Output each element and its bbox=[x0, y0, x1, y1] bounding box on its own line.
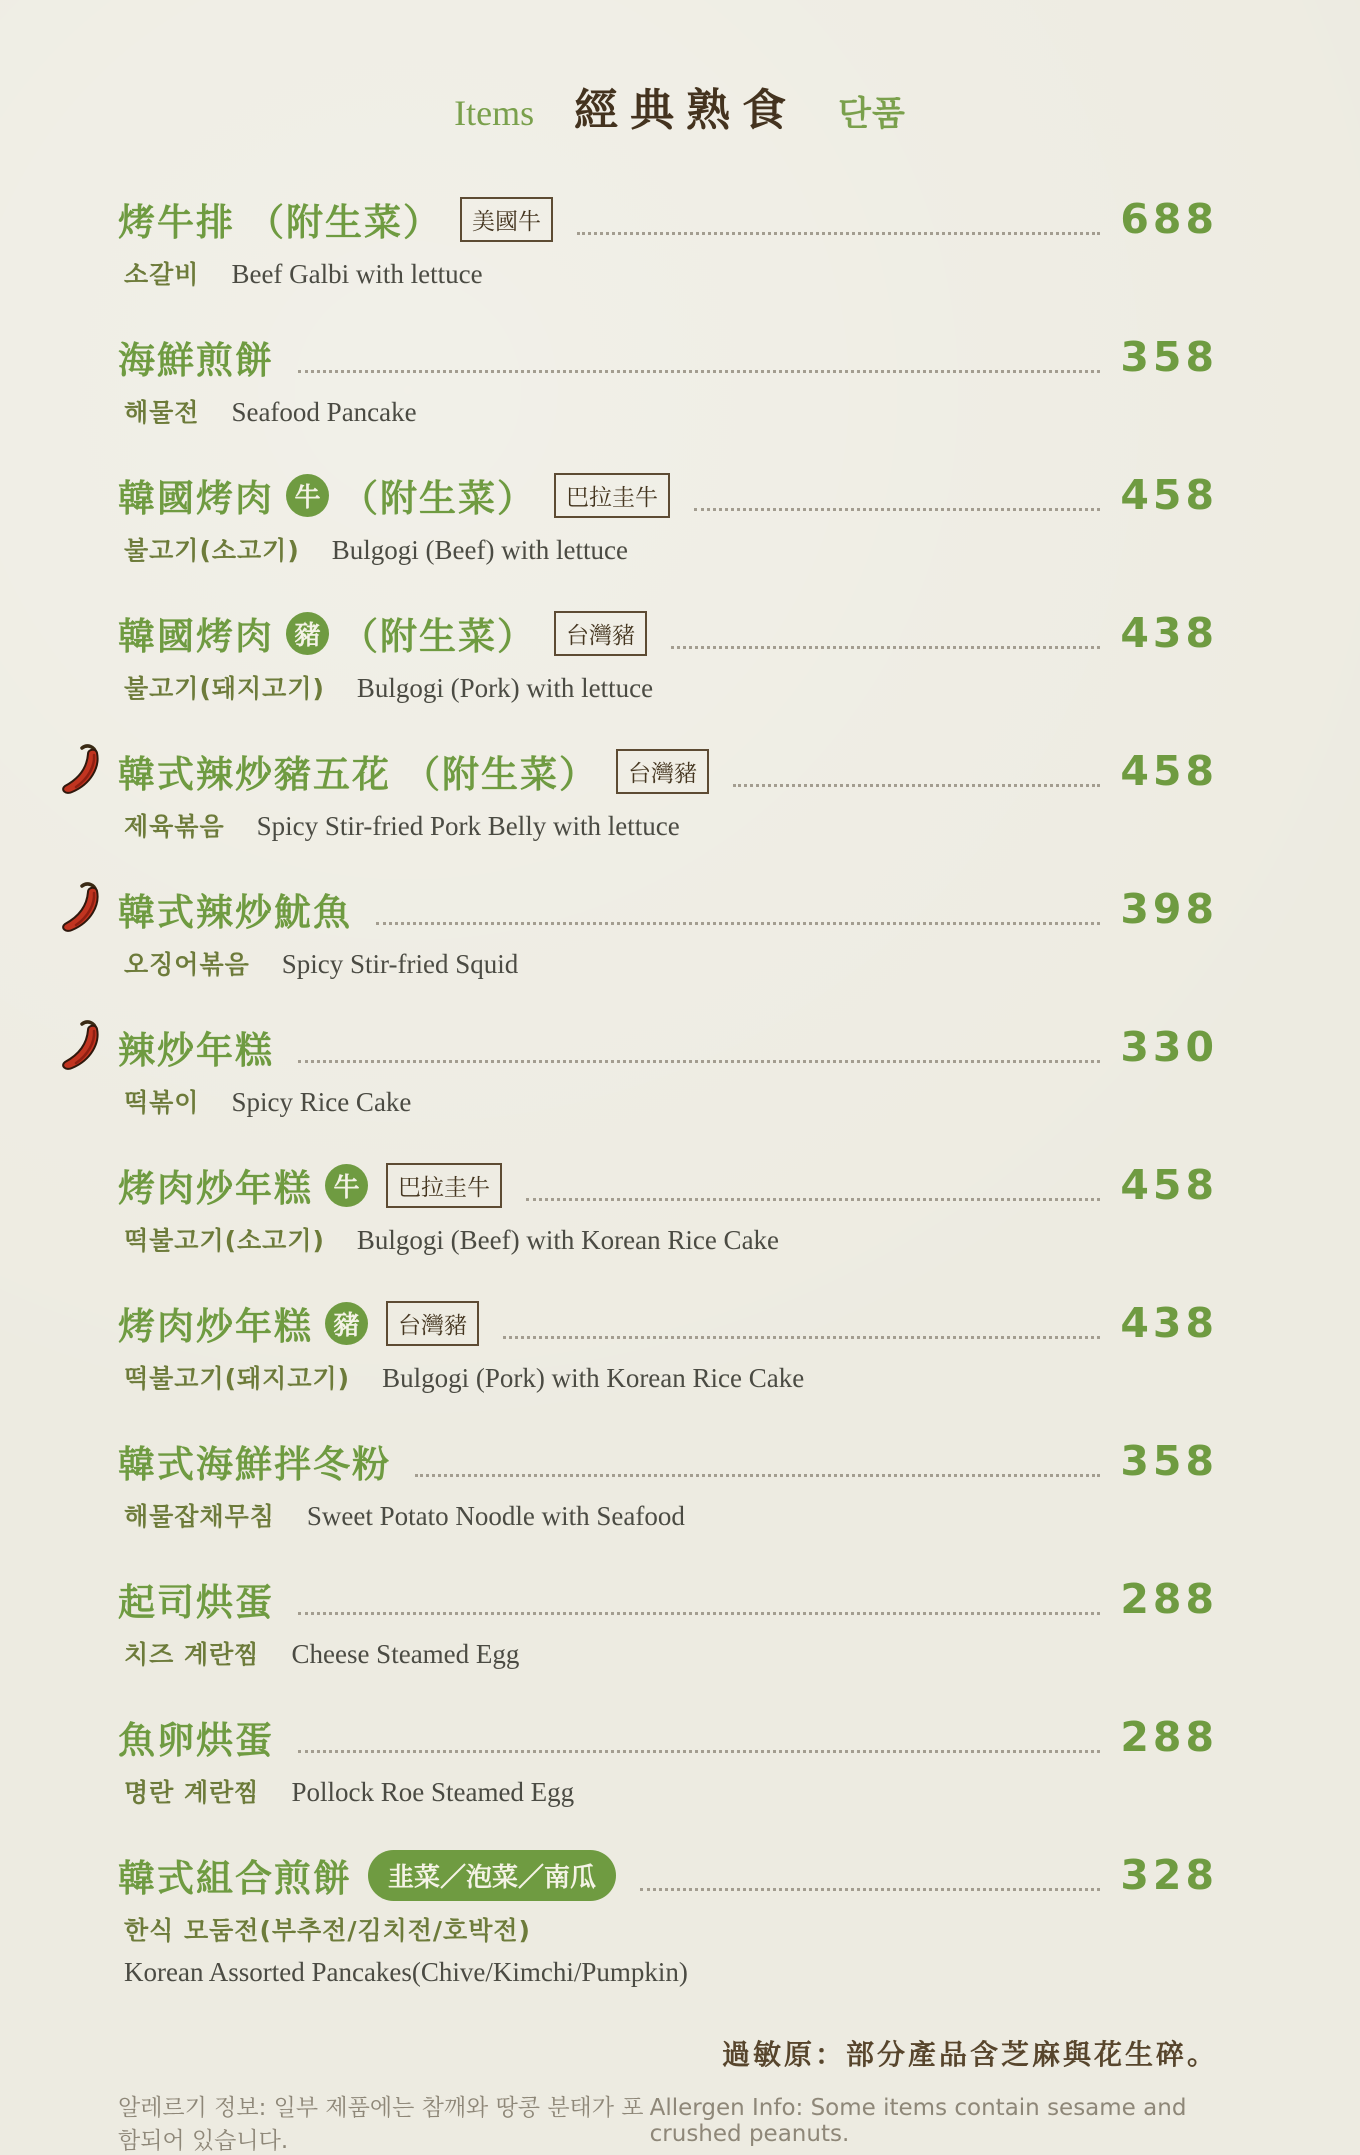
item-title bbox=[118, 330, 274, 384]
item-title-row bbox=[118, 1434, 1218, 1488]
item-title bbox=[118, 1572, 274, 1626]
dotted-leader bbox=[415, 1474, 1100, 1477]
item-title-suffix: （附生菜） bbox=[247, 201, 442, 244]
menu-item bbox=[118, 882, 1218, 981]
item-name-kr: 오징어볶음 bbox=[124, 950, 250, 979]
item-price: 398 bbox=[1120, 885, 1218, 933]
item-title bbox=[118, 1020, 274, 1074]
item-name-en: Sweet Potato Noodle with Seafood bbox=[306, 1501, 685, 1531]
dotted-leader bbox=[694, 508, 1100, 511]
item-subtitle-row bbox=[118, 1773, 1218, 1809]
item-title-zh: 韓式辣炒魷魚 bbox=[118, 891, 352, 934]
item-price: 458 bbox=[1120, 471, 1218, 519]
menu-item bbox=[118, 1710, 1218, 1809]
item-name-en: Pollock Roe Steamed Egg bbox=[291, 1777, 575, 1807]
footer bbox=[0, 2027, 1360, 2155]
item-name-kr: 불고기(소고기) bbox=[124, 536, 300, 565]
item-title bbox=[118, 1848, 352, 1902]
dotted-leader bbox=[376, 922, 1100, 925]
item-title-row bbox=[118, 330, 1218, 384]
allergen-note-zh: 過敏原：部分產品含芝麻與花生碎。 bbox=[721, 2038, 1218, 2071]
item-subtitle-row bbox=[118, 1635, 1218, 1671]
origin-box-badge: 台灣豬 bbox=[554, 611, 647, 656]
allergen-note-kr: 알레르기 정보: 일부 제품에는 참깨와 땅콩 분태가 포함되어 있습니다. bbox=[118, 2095, 644, 2154]
item-name-kr: 해물전 bbox=[124, 398, 200, 427]
meat-circle-badge: 牛 bbox=[325, 1164, 368, 1207]
item-name-en-block: Korean Assorted Pancakes(Chive/Kimchi/Pumpkin) bbox=[124, 1957, 688, 1987]
item-title bbox=[118, 1296, 313, 1350]
allergen-note-row bbox=[118, 2089, 1218, 2155]
dotted-leader bbox=[298, 1612, 1100, 1615]
dotted-leader bbox=[298, 1060, 1100, 1063]
item-price: 358 bbox=[1120, 1437, 1218, 1485]
item-title bbox=[118, 192, 235, 246]
item-subtitle-row bbox=[118, 531, 1218, 567]
item-title bbox=[118, 882, 352, 936]
item-name-en: Spicy Rice Cake bbox=[231, 1087, 412, 1117]
dotted-leader bbox=[733, 784, 1100, 787]
item-title-zh: 海鮮煎餅 bbox=[118, 339, 274, 382]
item-title-zh: 韓國烤肉 bbox=[118, 477, 274, 520]
origin-box-badge: 台灣豬 bbox=[386, 1301, 479, 1346]
item-title-row bbox=[118, 606, 1218, 660]
item-title bbox=[118, 1158, 313, 1212]
item-title-row bbox=[118, 1296, 1218, 1350]
menu-item bbox=[118, 1020, 1218, 1119]
origin-box-badge: 巴拉圭牛 bbox=[386, 1163, 502, 1208]
item-title bbox=[118, 606, 274, 660]
item-title-row bbox=[118, 882, 1218, 936]
menu-item bbox=[118, 330, 1218, 429]
item-name-kr: 한식 모둠전(부추전/김치전/호박전) bbox=[124, 1916, 531, 1945]
item-name-en: Bulgogi (Beef) with lettuce bbox=[331, 535, 628, 565]
item-title-zh: 魚卵烘蛋 bbox=[118, 1719, 274, 1762]
item-title-row bbox=[118, 1572, 1218, 1626]
item-title-row bbox=[118, 1158, 1218, 1212]
item-name-en: Spicy Stir-fried Squid bbox=[281, 949, 519, 979]
item-title-zh: 烤肉炒年糕 bbox=[118, 1305, 313, 1348]
item-name-kr: 불고기(돼지고기) bbox=[124, 674, 325, 703]
menu-item bbox=[118, 1572, 1218, 1671]
menu-item bbox=[118, 1296, 1218, 1395]
item-name-en: Bulgogi (Pork) with lettuce bbox=[356, 673, 654, 703]
item-price: 330 bbox=[1120, 1023, 1218, 1071]
section-label-en: Items bbox=[454, 93, 535, 133]
dotted-leader bbox=[640, 1888, 1100, 1891]
item-name-en: Beef Galbi with lettuce bbox=[231, 259, 483, 289]
item-title bbox=[118, 1710, 274, 1764]
allergen-note-en: Allergen Info: Some items contain sesame and crushed peanuts. bbox=[649, 2095, 1187, 2147]
menu-list bbox=[0, 138, 1360, 1988]
item-name-kr: 떡불고기(돼지고기) bbox=[124, 1364, 351, 1393]
item-subtitle-row bbox=[118, 945, 1218, 981]
item-title-row bbox=[118, 1710, 1218, 1764]
item-name-kr: 치즈 계란찜 bbox=[124, 1640, 260, 1669]
item-price: 288 bbox=[1120, 1713, 1218, 1761]
item-name-en: Bulgogi (Pork) with Korean Rice Cake bbox=[382, 1363, 805, 1393]
item-subtitle-row bbox=[118, 807, 1218, 843]
chili-icon bbox=[56, 880, 110, 938]
item-name-kr: 제육볶음 bbox=[124, 812, 225, 841]
item-price: 458 bbox=[1120, 1161, 1218, 1209]
item-price: 358 bbox=[1120, 333, 1218, 381]
item-title-suffix: （附生菜） bbox=[341, 615, 536, 658]
meat-circle-badge: 牛 bbox=[286, 474, 329, 517]
item-title-row bbox=[118, 1848, 1218, 1902]
item-subtitle-row bbox=[118, 255, 1218, 291]
menu-item bbox=[118, 744, 1218, 843]
item-price: 328 bbox=[1120, 1851, 1218, 1899]
item-title bbox=[118, 1434, 391, 1488]
item-title-zh: 韓式辣炒豬五花 bbox=[118, 753, 391, 796]
section-title-zh: 經典熟食 bbox=[574, 86, 799, 135]
item-title-row bbox=[118, 1020, 1218, 1074]
chili-icon bbox=[56, 742, 110, 800]
item-subtitle-row bbox=[118, 1497, 1218, 1533]
item-subtitle-row bbox=[118, 1359, 1218, 1395]
item-title-row bbox=[118, 468, 1218, 522]
item-subtitle-row bbox=[118, 393, 1218, 429]
item-title-zh: 起司烘蛋 bbox=[118, 1581, 274, 1624]
item-title-zh: 韓式海鮮拌冬粉 bbox=[118, 1443, 391, 1486]
item-name-kr: 명란 계란찜 bbox=[124, 1778, 260, 1807]
menu-item bbox=[118, 468, 1218, 567]
item-title-zh: 韓國烤肉 bbox=[118, 615, 274, 658]
origin-box-badge: 美國牛 bbox=[460, 197, 553, 242]
item-subtitle-row bbox=[118, 1221, 1218, 1257]
dotted-leader bbox=[671, 646, 1100, 649]
section-title-kr: 단품 bbox=[838, 94, 906, 134]
item-name-kr: 떡볶이 bbox=[124, 1088, 200, 1117]
dotted-leader bbox=[503, 1336, 1100, 1339]
item-price: 288 bbox=[1120, 1575, 1218, 1623]
variant-pill-badge: 韭菜／泡菜／南瓜 bbox=[368, 1850, 616, 1901]
item-title-suffix: （附生菜） bbox=[341, 477, 536, 520]
item-name-en: Cheese Steamed Egg bbox=[291, 1639, 520, 1669]
item-price: 438 bbox=[1120, 609, 1218, 657]
menu-item bbox=[118, 1434, 1218, 1533]
menu-item bbox=[118, 1848, 1218, 1988]
item-title bbox=[118, 468, 274, 522]
chili-icon bbox=[56, 1018, 110, 1076]
item-name-kr: 소갈비 bbox=[124, 260, 200, 289]
section-header bbox=[0, 0, 1360, 138]
meat-circle-badge: 豬 bbox=[325, 1302, 368, 1345]
menu-item bbox=[118, 606, 1218, 705]
item-subtitle-row bbox=[118, 1911, 1218, 1947]
item-price: 458 bbox=[1120, 747, 1218, 795]
origin-box-badge: 台灣豬 bbox=[616, 749, 709, 794]
menu-item bbox=[118, 192, 1218, 291]
item-name-en: Seafood Pancake bbox=[231, 397, 417, 427]
item-title-suffix: （附生菜） bbox=[403, 753, 598, 796]
item-title-row bbox=[118, 744, 1218, 798]
item-title-zh: 韓式組合煎餅 bbox=[118, 1857, 352, 1900]
dotted-leader bbox=[298, 1750, 1100, 1753]
item-name-en: Bulgogi (Beef) with Korean Rice Cake bbox=[356, 1225, 780, 1255]
dotted-leader bbox=[526, 1198, 1100, 1201]
meat-circle-badge: 豬 bbox=[286, 612, 329, 655]
item-name-en: Spicy Stir-fried Pork Belly with lettuce bbox=[256, 811, 680, 841]
item-title bbox=[118, 744, 391, 798]
origin-box-badge: 巴拉圭牛 bbox=[554, 473, 670, 518]
item-name-kr: 떡불고기(소고기) bbox=[124, 1226, 325, 1255]
item-title-zh: 辣炒年糕 bbox=[118, 1029, 274, 1072]
dotted-leader bbox=[577, 232, 1100, 235]
item-title-zh: 烤肉炒年糕 bbox=[118, 1167, 313, 1210]
item-subtitle-row bbox=[118, 1083, 1218, 1119]
item-name-kr: 해물잡채무침 bbox=[124, 1502, 275, 1531]
menu-item bbox=[118, 1158, 1218, 1257]
item-price: 688 bbox=[1120, 195, 1218, 243]
item-subtitle-row bbox=[118, 669, 1218, 705]
item-title-row bbox=[118, 192, 1218, 246]
dotted-leader bbox=[298, 370, 1100, 373]
item-title-zh: 烤牛排 bbox=[118, 201, 235, 244]
item-price: 438 bbox=[1120, 1299, 1218, 1347]
